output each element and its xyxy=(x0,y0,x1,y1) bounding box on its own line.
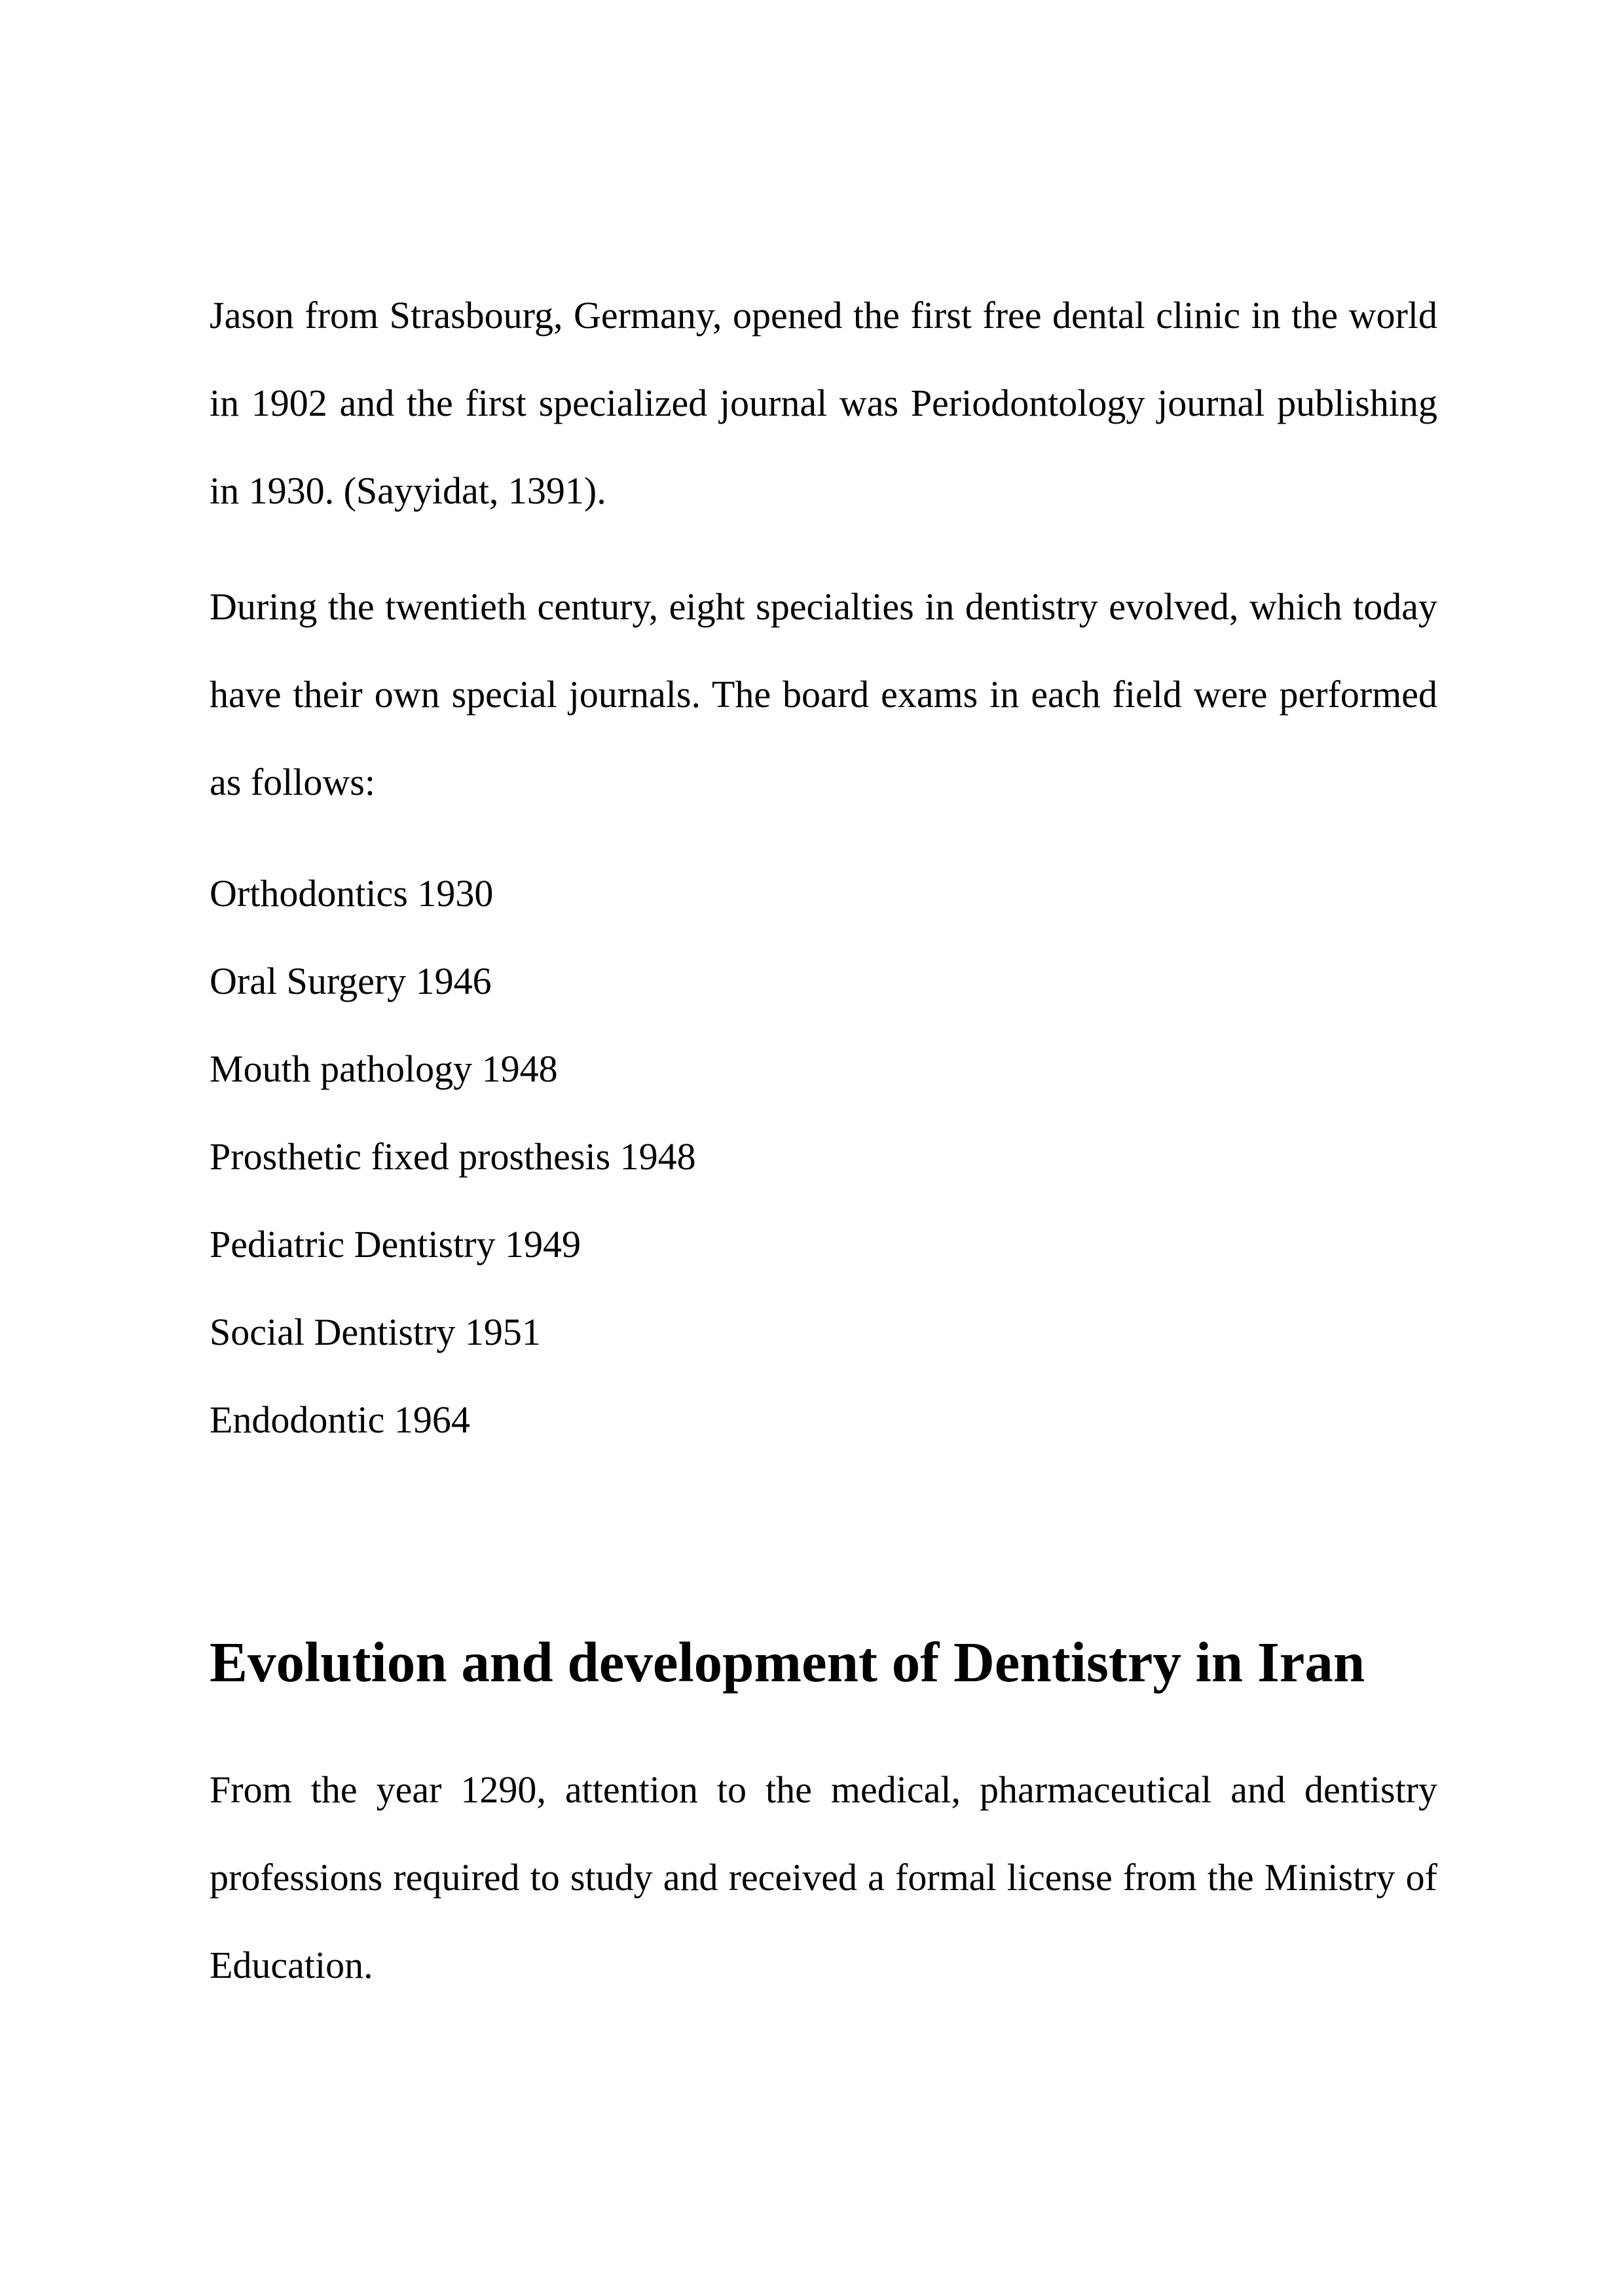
paragraph-line: Jason from Strasbourg, Germany, opened the first free dental clinic in the world xyxy=(210,294,1437,337)
paragraph-line: as follows: xyxy=(210,761,375,803)
paragraph-line: in 1930. (Sayyidat, 1391). xyxy=(210,469,606,512)
paragraph-line: From the year 1290, attention to the medical, pharmaceutical and dentistry xyxy=(210,1768,1437,1811)
section-heading: Evolution and development of Dentistry in Iran xyxy=(210,1630,1365,1694)
paragraph-line: in 1902 and the first specialized journal was Periodontology journal publishing xyxy=(210,382,1437,424)
list-item: Endodontic 1964 xyxy=(210,1398,470,1441)
paragraph-line: During the twentieth century, eight specialties in dentistry evolved, which today xyxy=(210,585,1437,628)
paragraph-line: professions required to study and received a formal license from the Ministry of xyxy=(210,1856,1437,1899)
paragraph-iran-history xyxy=(210,1746,1437,2009)
specialty-year-list xyxy=(210,850,1437,1464)
list-item: Mouth pathology 1948 xyxy=(210,1048,558,1090)
list-item: Prosthetic fixed prosthesis 1948 xyxy=(210,1135,696,1178)
paragraph-specialties-intro xyxy=(210,563,1437,826)
paragraph-dental-clinic-history xyxy=(210,272,1437,535)
list-item: Pediatric Dentistry 1949 xyxy=(210,1223,581,1266)
paragraph-line: have their own special journals. The board exams in each field were performed xyxy=(210,673,1437,716)
paragraph-line: Education. xyxy=(210,1944,373,1986)
list-item: Oral Surgery 1946 xyxy=(210,960,492,1002)
list-item: Orthodontics 1930 xyxy=(210,872,494,915)
list-item: Social Dentistry 1951 xyxy=(210,1311,541,1353)
